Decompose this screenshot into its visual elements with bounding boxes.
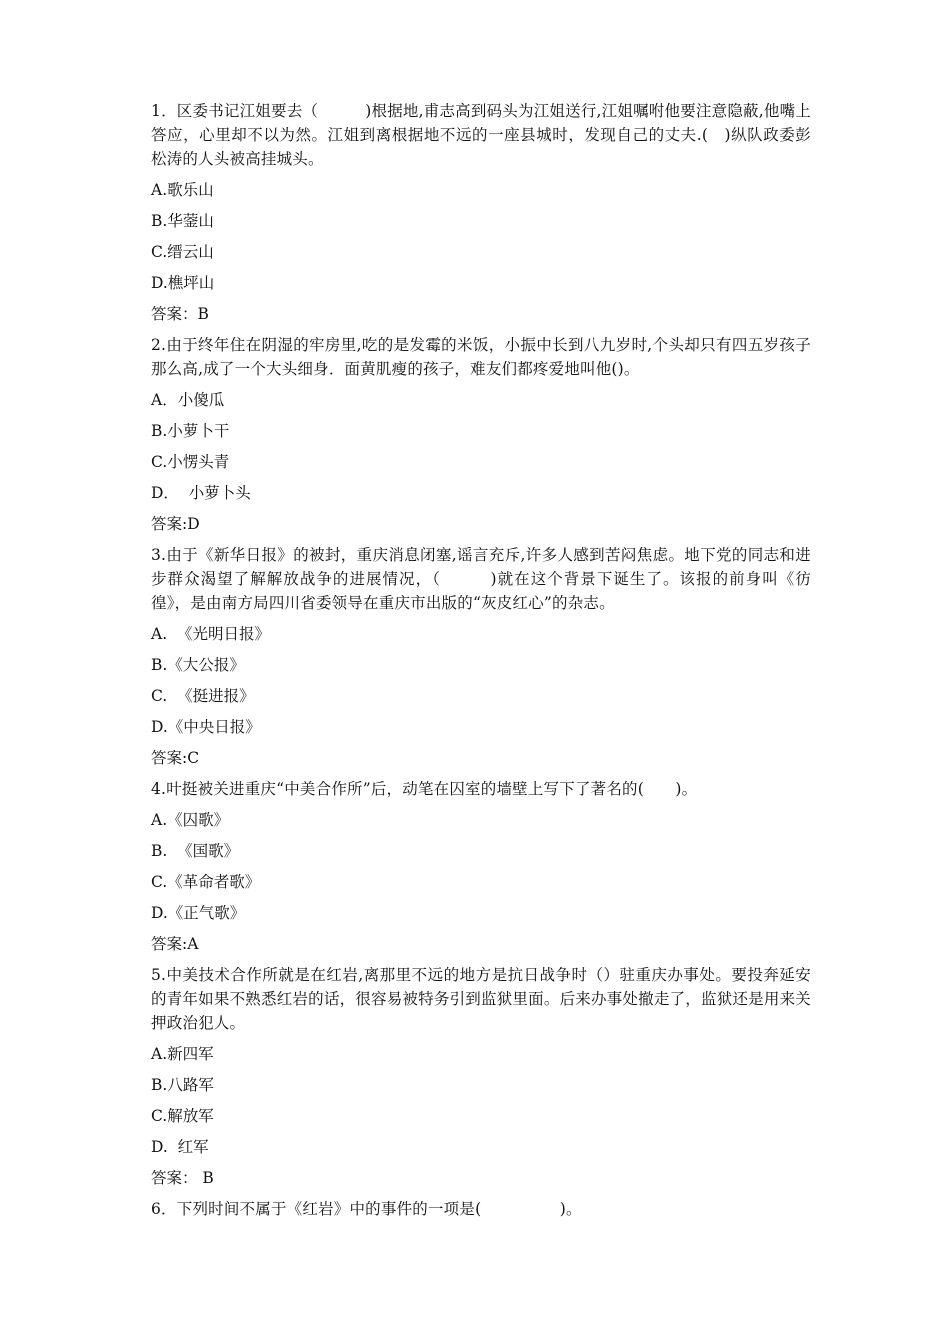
question-text: 6．下列时间不属于《红岩》中的事件的一项是( )。: [151, 1200, 582, 1218]
answer: 答案：B: [151, 305, 209, 323]
option-a: A.新四军: [151, 1045, 214, 1063]
option-c: C.《革命者歌》: [151, 873, 261, 891]
answer: 答案:A: [151, 935, 199, 953]
option-d: D. 红军: [151, 1138, 209, 1156]
option-b: B. 《国歌》: [151, 842, 240, 860]
document-page: [151, 99, 811, 1228]
option-d: D.《正气歌》: [151, 904, 246, 922]
option-d: D． 小萝卜头: [151, 484, 251, 502]
option-a: A.歌乐山: [151, 181, 214, 199]
question-4: [151, 777, 811, 956]
question-text: 4.叶挺被关进重庆“中美合作所”后，动笔在囚室的墙壁上写下了著名的( )。: [151, 780, 698, 798]
option-a: A．小傻瓜: [151, 391, 225, 409]
answer: 答案： B: [151, 1169, 214, 1187]
option-d: D.《中央日报》: [151, 718, 261, 736]
question-text: 5.中美技术合作所就是在红岩,离那里不远的地方是抗日战争时（）驻重庆办事处。要投奔延安的青年如果不熟悉红岩的话，很容易被特务引到监狱里面。后来办事处撤走了，监狱还是用来关押政治犯人。: [151, 966, 811, 1032]
option-b: B.《大公报》: [151, 656, 245, 674]
option-c: C. 《挺进报》: [151, 687, 255, 705]
question-text: 1．区委书记江姐要去（ )根据地,甫志高到码头为江姐送行,江姐嘱咐他要注意隐蔽,他嘴上答应，心里却不以为然。江姐到离根据地不远的一座县城时，发现自己的丈夫.( )纵队政委彭松涛的人头被高挂城头。: [151, 102, 811, 168]
question-3: [151, 543, 811, 770]
option-d: D.樵坪山: [151, 274, 215, 292]
option-c: C.解放军: [151, 1107, 214, 1125]
answer: 答案:C: [151, 749, 200, 767]
answer: 答案:D: [151, 515, 200, 533]
option-b: B.八路军: [151, 1076, 214, 1094]
question-text: 2.由于终年住在阴湿的牢房里,吃的是发霉的米饭，小振中长到八九岁时,个头却只有四五岁孩子那么高,成了一个大头细身．面黄肌瘦的孩子，难友们都疼爱地叫他()。: [151, 336, 811, 378]
option-c: C.缙云山: [151, 243, 214, 261]
option-c: C.小愣头青: [151, 453, 230, 471]
question-5: [151, 963, 811, 1190]
question-6: [151, 1197, 811, 1221]
question-text: 3.由于《新华日报》的被封，重庆消息闭塞,谣言充斥,许多人感到苦闷焦虑。地下党的同志和进步群众渴望了解解放战争的进展情况，（ )就在这个背景下诞生了。该报的前身叫《彷徨》，是由南方局四川省委领导在重庆市出版的“灰皮红心”的杂志。: [151, 546, 811, 612]
option-b: B.小萝卜干: [151, 422, 230, 440]
option-a: A.《囚歌》: [151, 811, 230, 829]
question-2: [151, 333, 811, 536]
question-1: [151, 99, 811, 326]
option-a: A. 《光明日报》: [151, 625, 270, 643]
option-b: B.华蓥山: [151, 212, 214, 230]
